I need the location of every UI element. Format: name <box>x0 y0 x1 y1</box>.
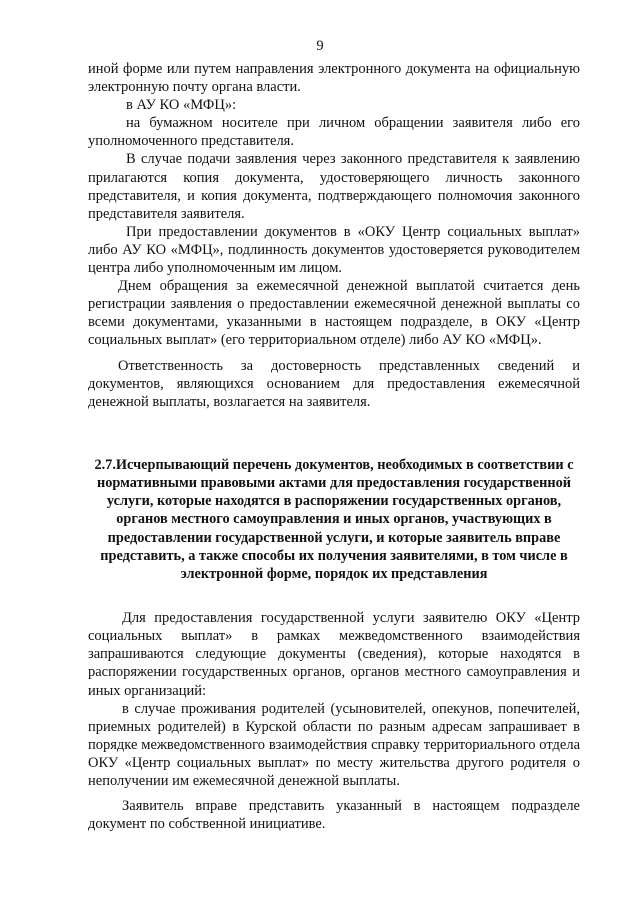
paragraph-continuation: иной форме или путем направления электронного документа на официальную электронную почту органа власти. <box>88 61 580 96</box>
document-body <box>88 60 580 833</box>
paragraph-paper-carrier: на бумажном носителе при личном обращении заявителя либо его уполномоченного представителя. <box>88 115 580 150</box>
paragraph-own-initiative: Заявитель вправе представить указанный в настоящем подразделе документ по собственной инициативе. <box>88 798 580 833</box>
paragraph-responsibility: Ответственность за достоверность представленных сведений и документов, являющихся основанием для предоставления ежемесячной денежной выплаты, возлагается на заявителя. <box>88 357 580 410</box>
paragraph-separate-addresses: в случае проживания родителей (усыновителей, опекунов, попечителей, приемных родителей) в Курской области по разным адресам запрашивает в порядке межведомственного взаимодействия справку территориального отдела ОКУ «Центр социальных выплат» по месту жительства другого родителя о неполучении им ежемесячной денежной выплаты. <box>88 700 580 790</box>
section-heading: 2.7.Исчерпывающий перечень документов, необходимых в соответствии с нормативными правовыми актами для предоставления государственной услуги, которые находятся в распоряжении государственных органов, органов местного самоуправления и иных органов, участвующих в предоставлении государственной услуги, и которые заявитель вправе представить, а также способы их получения заявителями, в том числе в электронной форме, порядок их представления <box>94 456 574 582</box>
paragraph-mfc-label: в АУ КО «МФЦ»: <box>126 97 237 114</box>
paragraph-application-date: Днем обращения за ежемесячной денежной выплатой считается день регистрации заявления о предоставлении ежемесячной денежной выплаты со всеми документами, указанными в настоящем подразделе, в ОКУ «Центр социальных выплат» (его территориальном отделе) либо АУ КО «МФЦ». <box>88 278 580 349</box>
paragraph-interagency-request: Для предоставления государственной услуги заявителю ОКУ «Центр социальных выплат» в рамках межведомственного взаимодействия запрашиваются следующие документы (сведения), которые находятся в распоряжении государственных органов, органов местного самоуправления и иных организаций: <box>88 610 580 699</box>
page-number: 9 <box>316 38 324 54</box>
paragraph-legal-representative: В случае подачи заявления через законного представителя к заявлению прилагаются копия документа, удостоверяющего личность законного представителя, и копия документа, подтверждающего полномочия законного представителя заявителя. <box>88 151 580 222</box>
paragraph-authenticity: При предоставлении документов в «ОКУ Центр социальных выплат» либо АУ КО «МФЦ», подлинность документов удостоверяется руководителем центра либо уполномоченным им лицом. <box>88 223 580 277</box>
